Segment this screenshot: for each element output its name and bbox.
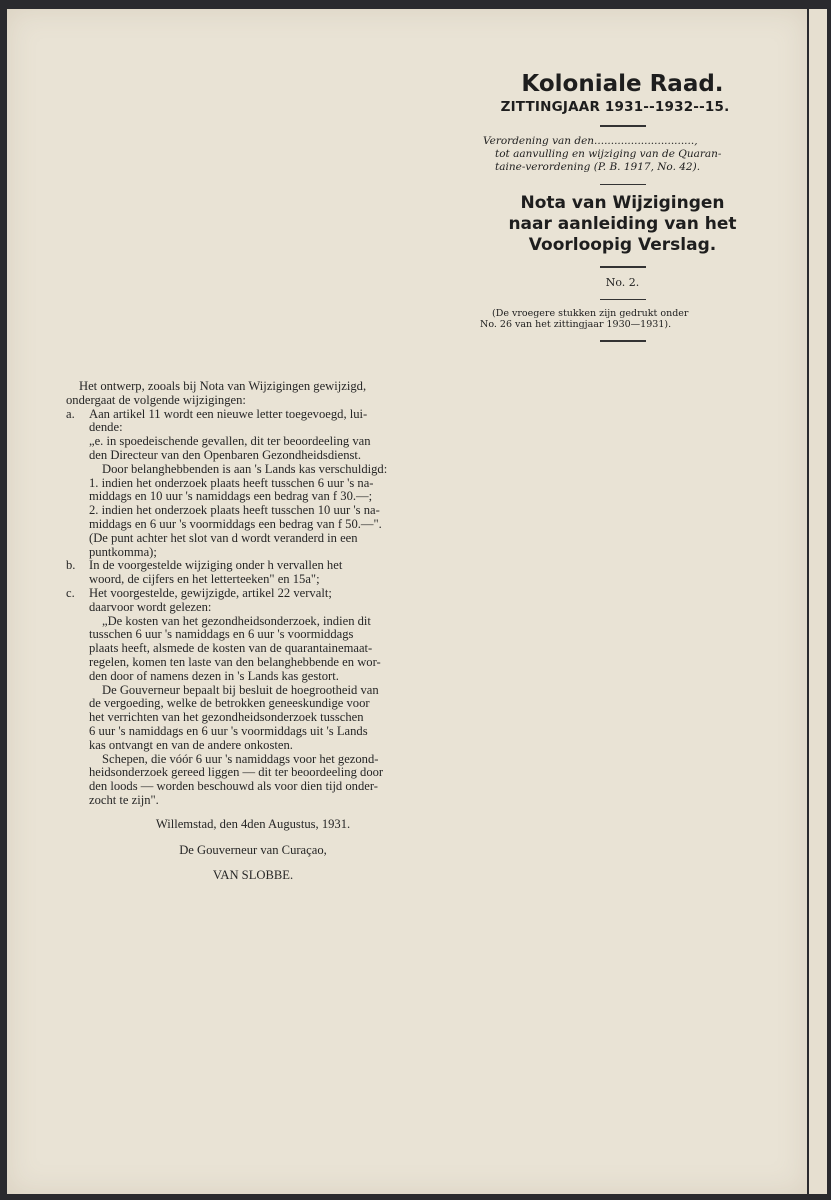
divider [600,266,646,268]
signature: VAN SLOBBE. [212,868,294,883]
divider [600,299,646,301]
divider [600,340,646,342]
amendment-a-fee-1: 1. indien het onderzoek plaats heeft tusschen 6 uur 's na- middags en 10 uur 's namiddags een bedrag van f 30.—; [89,475,374,504]
ordinance-title: Verordening van den.............................., tot aanvulling en wijziging van de Quaran- taine-verordening (P. B. 1917, No. 42). [483,134,722,173]
amendment-a-quote: „e. in spoedeischende gevallen, dit ter beoordeeling van den Directeur van den Openbaren Gezondheidsdienst. [89,434,371,462]
governor-title: De Gouverneur van Curaçao, [179,842,327,857]
amendment-b: b. In de voorgestelde wijziging onder h vervallen het woord, de cijfers en het letterteeken" en 15a"; [66,558,343,587]
amendment-a-fee-2: 2. indien het onderzoek plaats heeft tusschen 10 uur 's na- middags en 6 uur 's voormiddags een bedrag van f 50.—". [89,503,382,531]
amendment-c-paragraph-3: Schepen, die vóór 6 uur 's namiddags voor het gezond- heidsonderzoek gereed liggen — dit ter beoordeeling door den loods — worden beschouwd als voor dien tijd onder- zocht te zijn". [89,751,384,807]
intro-paragraph: Het ontwerp, zooals bij Nota van Wijzigingen gewijzigd, ondergaat de volgende wijzigingen: [66,379,367,407]
amendment-a-fees-intro: Door belanghebbenden is aan 's Lands kas verschuldigd: [102,461,388,476]
divider [600,125,646,127]
amendment-a-note: (De punt achter het slot van d wordt veranderd in een puntkomma); [89,530,358,559]
document-body [66,380,440,883]
nota-title: Nota van Wijzigingen naar aanleiding van het Voorloopig Verslag. [508,193,737,255]
council-title: Koloniale Raad. [521,71,724,97]
amendment-c-paragraph-1: „De kosten van het gezondheidsonderzoek, indien dit tusschen 6 uur 's namiddags en 6 uur 's voormiddags plaats heeft, alsmede de kosten van de quarantainemaat- regelen, komen ten laste van den belanghebbende en wor- den door of namens dezen in 's Lands kas gestort. [89,613,381,683]
place-date: Willemstad, den 4den Augustus, 1931. [155,816,351,831]
amendment-c: c. Het voorgestelde, gewijzigde, artikel 22 vervalt; [66,585,332,600]
divider [600,184,646,186]
amendment-a: a. Aan artikel 11 wordt een nieuwe letter toegevoegd, lui- dende: [66,406,368,435]
document-number: No. 2. [605,275,640,289]
amendment-c-sub: daarvoor wordt gelezen: [89,599,212,614]
amendment-c-paragraph-2: De Gouverneur bepaalt bij besluit de hoegrootheid van de vergoeding, welke de betrokken geneeskundige voor het verrichten van het gezondheidsonderzoek tusschen 6 uur 's namiddags en 6 uur 's voormiddags uit 's Lands kas ontvangt en van de andere onkosten. [89,682,379,752]
previous-documents-note: (De vroegere stukken zijn gedrukt onder No. 26 van het zittingjaar 1930—1931). [480,308,689,330]
next-page-edge [809,9,827,1194]
document-header [475,70,755,350]
session-year: ZITTINGJAAR 1931--1932--15. [500,99,730,115]
